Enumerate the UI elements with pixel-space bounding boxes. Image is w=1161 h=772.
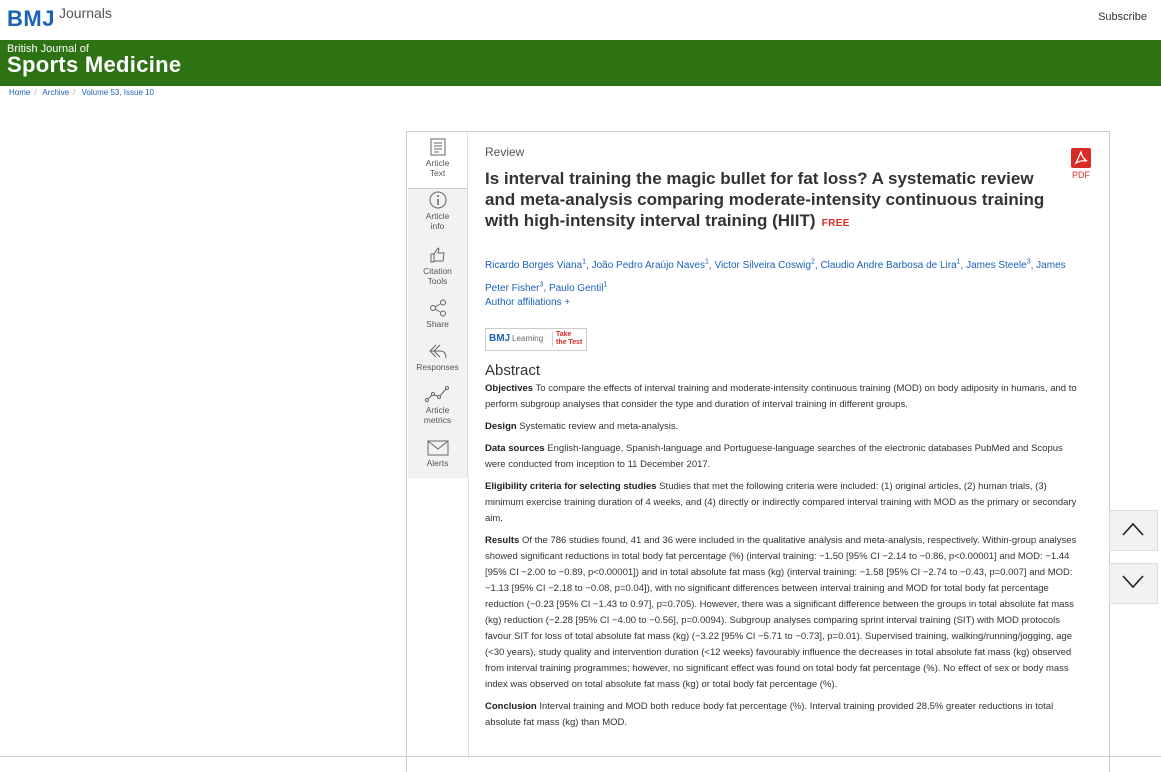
abstract-body xyxy=(485,381,1080,737)
scroll-up-button[interactable] xyxy=(1109,510,1158,551)
author-link[interactable] xyxy=(966,260,1031,271)
abstract-text: Studies that met the following criteria were included: (1) original articles, (2) human trials, (3) minimum exercise training duration of 4 weeks, and (4) directly or indirectly compared interval training with MOD as the primary or secondary aim. xyxy=(485,481,1077,524)
chevron-down-icon xyxy=(1122,574,1144,590)
author-name: Victor Silveira Coswig xyxy=(714,260,811,272)
abstract-section xyxy=(485,699,1080,731)
author-sup: 1 xyxy=(704,259,709,266)
abstract-text: English-language, Spanish-language and Portuguese-language searches of the electronic databases PubMed and Scopus were conducted from inception to 11 December 2017. xyxy=(485,443,1063,470)
abstract-label: Data sources xyxy=(485,443,545,454)
tool-article-text[interactable] xyxy=(408,133,467,189)
author-name: Claudio Andre Barbosa de Lira xyxy=(820,260,957,272)
author-link[interactable] xyxy=(714,260,814,271)
take-label: Take xyxy=(556,331,572,338)
abstract-label: Conclusion xyxy=(485,701,537,712)
author-list: Ricardo Borges Viana$^1$, João Pedro Araújo Naves$^1$, Victor Silveira Coswig$^2$, Claudio Andre Barbosa de Lira$^1$, James Steele$^3$, James Peter Fisher$^3$, Paulo Gentil$^1$ xyxy=(485,259,1066,294)
pdf-icon xyxy=(1071,148,1091,168)
author-sup: 1 xyxy=(956,259,961,266)
metrics-icon xyxy=(425,385,451,403)
breadcrumb: Home / Archive / Volume 53, Issue 10 xyxy=(9,88,155,97)
content-divider xyxy=(468,478,469,758)
author-sup: 1 xyxy=(582,259,587,266)
author-sup: 2 xyxy=(810,259,815,266)
scroll-down-button[interactable] xyxy=(1109,563,1158,604)
thumbs-up-icon xyxy=(429,246,447,264)
article-title-text: Is interval training the magic bullet for fat loss? A systematic review and meta-analysis comparing moderate-intensity continuous training with high-intensity interval training (HIIT) xyxy=(485,169,1045,230)
learning-label: Learning xyxy=(512,334,544,343)
tool-label: Article xyxy=(425,158,450,168)
author-affiliations-toggle[interactable]: Author affiliations + xyxy=(485,297,571,308)
pdf-label: PDF xyxy=(1072,170,1090,180)
tool-article-metrics[interactable] xyxy=(408,385,467,425)
author-name: Ricardo Borges Viana xyxy=(485,260,583,272)
abstract-text: To compare the effects of interval training and moderate-intensity continuous training (MOD) on body adiposity in humans, and to perform subgroup analyses that consider the type and duration of interval training in different groups. xyxy=(485,383,1077,410)
tool-label: info xyxy=(430,221,445,231)
learning-bmj: BMJ xyxy=(489,333,511,344)
tool-label: Article xyxy=(425,405,450,415)
author-link[interactable] xyxy=(485,260,586,271)
author-name: Paulo Gentil xyxy=(548,282,604,294)
author-sup: 1 xyxy=(603,281,608,289)
share-icon xyxy=(429,299,447,317)
author-name: João Pedro Araújo Naves xyxy=(591,260,705,272)
author-sup: 3 xyxy=(539,281,544,289)
author-name: James Peter Fisher xyxy=(485,260,1066,294)
abstract-section xyxy=(485,381,1080,413)
tool-share[interactable] xyxy=(408,299,467,329)
article-tools-sidebar xyxy=(408,133,468,478)
envelope-icon xyxy=(427,440,449,456)
abstract-label: Design xyxy=(485,421,517,432)
take-the-test xyxy=(556,331,582,347)
author-link[interactable] xyxy=(549,283,607,294)
abstract-section xyxy=(485,479,1080,527)
abstract-label: Results xyxy=(485,535,520,546)
tool-label: Text xyxy=(429,168,446,178)
article-title xyxy=(485,168,1050,234)
reply-icon xyxy=(428,342,448,360)
journal-title: Sports Medicine xyxy=(7,52,182,77)
article-type: Review xyxy=(485,145,525,159)
tool-label: Alerts xyxy=(426,458,449,468)
author-sup: 3 xyxy=(1026,259,1031,266)
subscribe-link[interactable]: Subscribe xyxy=(1098,11,1147,23)
learning-divider xyxy=(552,332,553,346)
free-badge: FREE xyxy=(821,218,850,229)
journal-banner[interactable] xyxy=(0,40,1161,86)
test-label: the Test xyxy=(556,339,583,346)
top-bar xyxy=(0,0,1161,40)
tool-alerts[interactable] xyxy=(408,440,467,468)
info-icon xyxy=(429,191,447,209)
bmj-learning-badge[interactable] xyxy=(485,328,587,351)
abstract-section xyxy=(485,419,1080,435)
abstract-label: Eligibility criteria for selecting studies xyxy=(485,481,657,492)
tool-citation-tools[interactable] xyxy=(408,246,467,286)
journal-subtitle: British Journal of xyxy=(7,43,89,55)
tool-article-info[interactable] xyxy=(408,191,467,231)
author-link[interactable] xyxy=(592,260,709,271)
tool-label: Responses xyxy=(416,362,459,372)
chevron-up-icon xyxy=(1122,521,1144,537)
abstract-text: Interval training and MOD both reduce body fat percentage (%). Interval training provided 28.5% greater reductions in total absolute fat mass (kg) than MOD. xyxy=(485,701,1054,728)
document-icon xyxy=(430,138,446,156)
breadcrumb-archive[interactable]: Archive xyxy=(42,88,70,97)
tool-label: Article xyxy=(425,211,450,221)
tool-responses[interactable] xyxy=(408,342,467,372)
breadcrumb-home[interactable]: Home xyxy=(9,88,31,97)
tool-label: Share xyxy=(426,319,449,329)
tool-label: Tools xyxy=(427,276,448,286)
abstract-label: Objectives xyxy=(485,383,534,394)
abstract-text: Of the 786 studies found, 41 and 36 were included in the qualitative analysis and meta-analysis, respectively. Within-group analyses showed significant reductions in total body fat percentage (%) (interval training: −1.50 [95% CI −2.14 to −0.86, p<0.00001] and MOD: −1.44 [95% CI −2.00 to −0.89, p<0.00001]) and in total absolute fat mass (kg) (interval training: −1.58 [95% CI −2.74 to −0.43, p=0.007] and MOD: −1.13 [95% CI −2.18 to −0.08, p=0.04]), with no significant differences between interval training and MOD for total body fat percentage reduction (−0.23 [95% CI −1.43 to 0.97], p=0.705). However, there was a significant difference between the groups in total absolute fat mass (kg) reduction (−2.28 [95% CI −4.00 to −0.56], p=0.0094). Subgroup analyses comparing sprint interval training (SIT) with MOD protocols favour SIT for loss of total absolute fat mass (kg) (−3.22 [95% CI −5.71 to −0.73], p=0.01). Supervised training, walking/running/jogging, age (<30 years), study quality and intervention duration (<12 weeks) favourably influence the decreases in total absolute fat mass (kg) observed from interval training programmes; however, no significant effect was found on total body fat percentage (%). No effect of sex or body mass index was observed on total absolute fat mass (kg) or total body fat percentage (%). xyxy=(485,535,1077,690)
abstract-heading: Abstract xyxy=(485,362,541,379)
article-header xyxy=(485,145,1075,159)
tool-label: metrics xyxy=(423,415,452,425)
logo-bmj-text: BMJ xyxy=(7,6,55,31)
abstract-section xyxy=(485,441,1080,473)
breadcrumb-volume[interactable]: Volume 53, Issue 10 xyxy=(81,88,155,97)
abstract-section xyxy=(485,533,1080,693)
pdf-download[interactable] xyxy=(1070,148,1092,180)
abstract-text: Systematic review and meta-analysis. xyxy=(516,421,679,432)
author-link[interactable] xyxy=(820,260,960,271)
bottom-divider xyxy=(0,756,1161,757)
author-name: James Steele xyxy=(966,260,1027,272)
tool-label: Citation xyxy=(423,266,452,276)
logo-journals-text: Journals xyxy=(59,5,112,21)
